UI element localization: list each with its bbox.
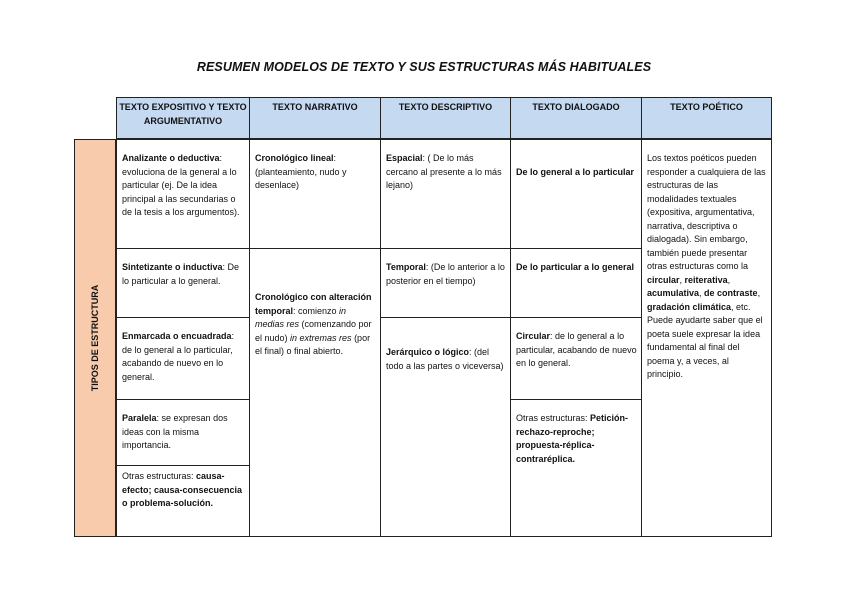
cell-descriptivo-jerarquico: [380, 317, 511, 537]
label-sintetizante: Sintetizante o inductiva: [122, 262, 223, 272]
label-cronologico-lineal: Cronológico lineal: [255, 153, 334, 163]
label-espacial: Espacial: [386, 153, 423, 163]
label-alteracion-temporal: Cronológico con alteración temporal: [255, 292, 372, 316]
text-espacial: : ( De lo más cercano al presente a lo más lejano): [386, 153, 502, 190]
header-narrativo: TEXTO NARRATIVO: [249, 97, 381, 139]
cell-expositivo-paralela: [116, 399, 250, 466]
header-poetico: TEXTO POÉTICO: [641, 97, 772, 139]
cell-dialogado-particular: [510, 248, 642, 318]
header-expositivo: TEXTO EXPOSITIVO Y TEXTO ARGUMENTATIVO: [116, 97, 250, 139]
side-label-box: [74, 139, 116, 537]
text-poetico-1: Los textos poéticos pueden responder a cualquiera de las estructuras de las modalidades textuales (expositiva, argumentativa, narrativa, descriptiva o dialogada). Sin embargo, también puede presentar otras estructuras como la: [647, 153, 766, 271]
text-circular: : de lo general a lo particular, acabando de nuevo en lo general.: [516, 331, 637, 368]
text-poetico-2: ,: [679, 274, 685, 285]
text-enmarcada: : de lo general a lo particular, acabando de nuevo en lo general.: [122, 331, 235, 382]
text-alteracion-b: (comenzando por el nudo): [255, 319, 372, 343]
label-particular-general: De lo particular a lo general: [516, 262, 635, 272]
page-title: RESUMEN MODELOS DE TEXTO Y SUS ESTRUCTURAS MÁS HABITUALES: [196, 60, 652, 74]
label-analizante: Analizante o deductiva: [122, 153, 220, 163]
label-paralela: Paralela: [122, 413, 157, 423]
label-contraste: de contraste: [704, 288, 758, 298]
cell-descriptivo-temporal: [380, 248, 511, 318]
text-paralela: : se expresan dos ideas con la misma importancia.: [122, 413, 228, 450]
label-circular-poetico: circular: [647, 274, 680, 285]
cell-narrativo-alteracion: [249, 248, 381, 537]
cell-expositivo-sintetizante: [116, 248, 250, 318]
text-poetico-3: ,: [727, 274, 731, 285]
label-gradacion: gradación climática: [647, 301, 732, 312]
header-descriptivo: TEXTO DESCRIPTIVO: [380, 97, 511, 139]
text-analizante: : evoluciona de la general a lo particular (ej. De la idea principal a las secundarias o de la tesis a los argumentos).: [122, 153, 240, 217]
text-cronologico-lineal: : (planteamiento, nudo y desenlace): [255, 153, 347, 190]
text-otras-dialogado: Otras estructuras:: [516, 413, 591, 423]
text-alteracion-c: (por el final) o final abierto.: [255, 332, 371, 356]
cell-expositivo-otras: [116, 465, 250, 537]
cell-poetico: [641, 139, 772, 537]
label-temporal: Temporal: [386, 262, 426, 272]
cell-expositivo-enmarcada: [116, 317, 250, 400]
text-otras-expositivo: Otras estructuras:: [122, 471, 197, 481]
cell-dialogado-circular: [510, 317, 642, 400]
text-poetico-4: ,: [699, 288, 705, 298]
text-poetico-6: , etc. Puede ayudarte saber que el poeta suele expresar la idea fundamental al final del poema y, a veces, al principio.: [647, 301, 763, 379]
label-otras-expositivo: causa-efecto; causa-consecuencia o problema-solución.: [122, 471, 243, 508]
label-otras-dialogado: Petición-rechazo-reproche; propuesta-réplica-contraréplica.: [516, 413, 629, 464]
label-acumulativa: acumulativa: [647, 288, 700, 298]
cell-dialogado-otras: [510, 399, 642, 537]
label-jerarquico: Jerárquico o lógico: [386, 347, 470, 357]
cell-expositivo-analizante: [116, 139, 250, 249]
header-dialogado: TEXTO DIALOGADO: [510, 97, 642, 139]
label-circular: Circular: [516, 331, 551, 341]
text-temporal: : (De lo anterior a lo posterior en el tiempo): [386, 262, 505, 286]
text-extremas-res: in extremas res: [290, 332, 352, 343]
cell-narrativo-lineal: [249, 139, 381, 249]
label-reiterativa: reiterativa: [684, 274, 728, 285]
text-poetico-5: ,: [757, 288, 761, 298]
text-sintetizante: : De lo particular a lo general.: [122, 262, 240, 286]
text-jerarquico: : (del todo a las partes o viceversa): [386, 347, 504, 371]
label-enmarcada: Enmarcada o encuadrada: [122, 331, 232, 341]
text-medias-res: in medias res: [255, 305, 347, 329]
cell-descriptivo-espacial: [380, 139, 511, 249]
cell-dialogado-general: [510, 139, 642, 249]
label-general-particular: De lo general a lo particular: [516, 167, 635, 177]
text-alteracion-a: : comienzo: [293, 305, 340, 316]
side-label: TIPOS DE ESTRUCTURA: [90, 284, 100, 392]
